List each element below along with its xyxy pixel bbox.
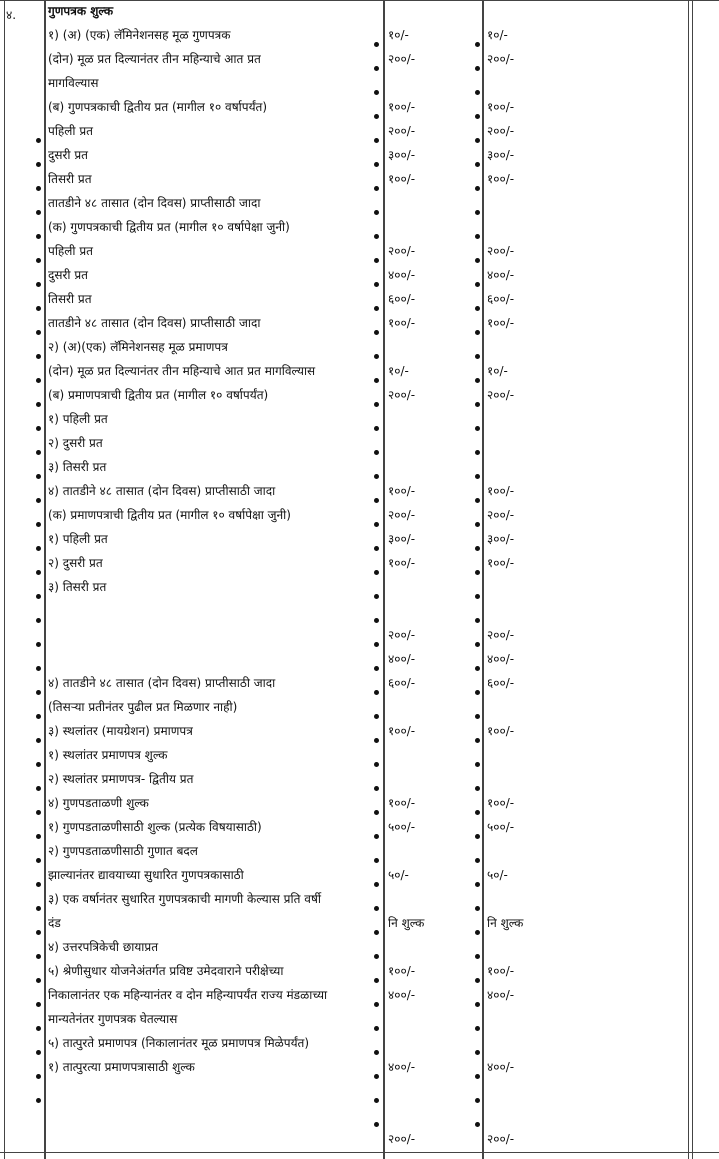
bullet-mark: [36, 1002, 41, 1007]
item-description: तातडीने ४८ तासात (दोन दिवस) प्राप्तीसाठी जादा: [48, 316, 261, 330]
bullet-mark: [36, 186, 41, 191]
item-description: ३) स्थलांतर (मायग्रेशन) प्रमाणपत्र: [48, 724, 193, 738]
bullet-mark: [374, 906, 379, 911]
bullet-mark: [475, 66, 480, 71]
fee-value-col2: ६००/-: [487, 676, 515, 690]
bullet-mark: [475, 114, 480, 119]
bullet-mark: [475, 210, 480, 215]
fee-value-col1: ३००/-: [388, 148, 416, 162]
bullet-mark: [475, 1026, 480, 1031]
item-description: १) पहिली प्रत: [48, 412, 108, 426]
bullet-mark: [475, 714, 480, 719]
bullet-mark: [36, 1026, 41, 1031]
fee-value-col2: १००/-: [487, 100, 515, 114]
item-description: ४) तातडीने ४८ तासात (दोन दिवस) प्राप्तीसाठी जादा: [48, 676, 276, 690]
bullet-mark: [475, 666, 480, 671]
bullet-mark: [374, 618, 379, 623]
bullet-mark: [475, 618, 480, 623]
bullet-mark: [475, 306, 480, 311]
item-description: ५) तात्पुरते प्रमाणपत्र (निकालानंतर मूळ प्रमाणपत्र मिळेपर्यंत): [48, 1036, 310, 1050]
fee-value-col2: ५००/-: [487, 820, 515, 834]
item-description: २) (अ)(एक) लॅमिनेशनसह मूळ प्रमाणपत्र: [48, 340, 228, 354]
item-description: १) पहिली प्रत: [48, 532, 108, 546]
bullet-mark: [36, 930, 41, 935]
item-description: १) (अ) (एक) लॅमिनेशनसह मूळ गुणपत्रक: [48, 28, 231, 42]
item-description: ३) तिसरी प्रत: [48, 580, 107, 594]
item-description: तिसरी प्रत: [48, 292, 92, 306]
fee-value-col2: २००/-: [487, 628, 515, 642]
bullet-mark: [36, 834, 41, 839]
bullet-mark: [374, 162, 379, 167]
bullet-mark: [475, 954, 480, 959]
fee-value-col1: १००/-: [388, 724, 416, 738]
bullet-mark: [374, 138, 379, 143]
bullet-mark: [36, 474, 41, 479]
bullet-mark: [475, 186, 480, 191]
bullet-mark: [36, 1098, 41, 1103]
fee-value-col1: १०/-: [388, 28, 409, 42]
bullet-mark: [475, 810, 480, 815]
item-description: ५) श्रेणीसुधार योजनेअंतर्गत प्रविष्ट उमेदवाराने परीक्षेच्या: [48, 964, 284, 978]
item-description: गुणपत्रक शुल्क: [48, 4, 114, 18]
fee-value-col2: १०/-: [487, 364, 508, 378]
bullet-mark: [36, 210, 41, 215]
fee-value-col1: ४००/-: [388, 1060, 416, 1074]
bullet-mark: [475, 594, 480, 599]
item-description: १) स्थलांतर प्रमाणपत्र शुल्क: [48, 748, 168, 762]
bullet-mark: [374, 882, 379, 887]
bullet-mark: [36, 450, 41, 455]
bullet-mark: [475, 258, 480, 263]
bullet-mark: [36, 594, 41, 599]
bullet-mark: [36, 762, 41, 767]
bullet-mark: [475, 426, 480, 431]
fee-value-col1: ४००/-: [388, 652, 416, 666]
item-description: २) स्थलांतर प्रमाणपत्र- द्वितीय प्रत: [48, 772, 194, 786]
bullet-mark: [36, 666, 41, 671]
fee-value-col2: ५०/-: [487, 868, 508, 882]
fee-value-col1: १०/-: [388, 364, 409, 378]
bullet-mark: [374, 522, 379, 527]
bullet-mark: [374, 642, 379, 647]
bullet-mark: [475, 234, 480, 239]
bullet-mark: [374, 66, 379, 71]
bullet-mark: [36, 570, 41, 575]
bullet-mark: [374, 690, 379, 695]
bullet-mark: [374, 282, 379, 287]
bullet-mark: [475, 1050, 480, 1055]
fee-value-col2: २००/-: [487, 244, 515, 258]
bullet-mark: [374, 354, 379, 359]
fee-value-col1: २००/-: [388, 1132, 416, 1146]
bullet-mark: [475, 786, 480, 791]
bullet-mark: [36, 330, 41, 335]
item-description: निकालानंतर एक महिन्यानंतर व दोन महिन्यापर्यंत राज्य मंडळाच्या: [48, 988, 328, 1002]
bullet-mark: [374, 546, 379, 551]
fee-value-col2: २००/-: [487, 124, 515, 138]
bullet-mark: [475, 738, 480, 743]
fee-value-col1: ६००/-: [388, 292, 416, 306]
bullet-mark: [475, 978, 480, 983]
bullet-mark: [374, 954, 379, 959]
fee-value-col1: ३००/-: [388, 532, 416, 546]
bullet-mark: [374, 594, 379, 599]
column-border-left: [4, 0, 5, 1159]
fee-value-col1: ४००/-: [388, 268, 416, 282]
bullet-mark: [374, 498, 379, 503]
bullet-mark: [475, 1002, 480, 1007]
bullet-mark: [36, 426, 41, 431]
bullet-mark: [374, 258, 379, 263]
item-description: मागविल्यास: [48, 76, 99, 90]
bullet-mark: [475, 1098, 480, 1103]
fee-value-col1: ६००/-: [388, 676, 416, 690]
fee-value-col2: १००/-: [487, 172, 515, 186]
item-description: मान्यतेनंतर गुणपत्रक घेतल्यास: [48, 1012, 178, 1026]
item-description: ४) गुणपडताळणी शुल्क: [48, 796, 149, 810]
bullet-mark: [374, 978, 379, 983]
fee-value-col2: ४००/-: [487, 988, 515, 1002]
fee-value-col1: ४००/-: [388, 988, 416, 1002]
item-description: पहिली प्रत: [48, 124, 94, 138]
item-description: (क) गुणपत्रकाची द्वितीय प्रत (मागील १० वर्षापेक्षा जुनी): [48, 220, 290, 234]
item-description: १) गुणपडताळणीसाठी शुल्क (प्रत्येक विषयासाठी): [48, 820, 262, 834]
fee-value-col2: ३००/-: [487, 532, 515, 546]
item-description: (ब) प्रमाणपत्राची द्वितीय प्रत (मागील १० वर्षापर्यंत): [48, 388, 269, 402]
column-border-fee2: [688, 0, 689, 1159]
bullet-mark: [475, 138, 480, 143]
fee-value-col2: १००/-: [487, 316, 515, 330]
bullet-mark: [36, 306, 41, 311]
bullet-mark: [36, 1074, 41, 1079]
bullet-mark: [36, 498, 41, 503]
item-description: ३) एक वर्षानंतर सुधारित गुणपत्रकाची मागणी केल्यास प्रति वर्षी: [48, 892, 321, 906]
fee-value-col1: २००/-: [388, 388, 416, 402]
bullet-mark: [36, 162, 41, 167]
bullet-mark: [36, 954, 41, 959]
bullet-mark: [374, 1050, 379, 1055]
fee-value-col1: ५०/-: [388, 868, 409, 882]
bullet-mark: [475, 1074, 480, 1079]
item-description: २) दुसरी प्रत: [48, 556, 103, 570]
bullet-mark: [374, 810, 379, 815]
column-border-fee1: [482, 0, 484, 1159]
bullet-mark: [374, 474, 379, 479]
fee-value-col2: ४००/-: [487, 1060, 515, 1074]
column-border-right: [692, 0, 693, 1159]
bullet-mark: [374, 762, 379, 767]
bullet-mark: [374, 186, 379, 191]
bullet-mark: [36, 858, 41, 863]
fee-value-col2: ४००/-: [487, 268, 515, 282]
bullet-mark: [475, 282, 480, 287]
item-description: २) दुसरी प्रत: [48, 436, 103, 450]
bullet-mark: [374, 834, 379, 839]
bullet-mark: [475, 474, 480, 479]
fee-value-col1: १००/-: [388, 484, 416, 498]
bullet-mark: [374, 234, 379, 239]
bullet-mark: [374, 738, 379, 743]
item-description: दुसरी प्रत: [48, 148, 88, 162]
bullet-mark: [475, 570, 480, 575]
fee-value-col1: १००/-: [388, 172, 416, 186]
item-description: ४) उत्तरपत्रिकेची छायाप्रत: [48, 940, 159, 954]
bullet-mark: [374, 666, 379, 671]
item-description: (तिसऱ्या प्रतीनंतर पुढील प्रत मिळणार नाही): [48, 700, 238, 714]
fee-value-col2: २००/-: [487, 52, 515, 66]
bullet-mark: [475, 90, 480, 95]
fee-value-col1: ५००/-: [388, 820, 416, 834]
item-description: ४) तातडीने ४८ तासात (दोन दिवस) प्राप्तीसाठी जादा: [48, 484, 276, 498]
fee-value-col1: २००/-: [388, 628, 416, 642]
fee-value-col2: ६००/-: [487, 292, 515, 306]
bullet-mark: [36, 402, 41, 407]
bullet-mark: [36, 906, 41, 911]
bullet-mark: [374, 306, 379, 311]
bullet-mark: [36, 786, 41, 791]
bullet-mark: [374, 786, 379, 791]
bullet-mark: [36, 546, 41, 551]
bullet-mark: [475, 642, 480, 647]
fee-value-col2: १००/-: [487, 796, 515, 810]
bullet-mark: [374, 450, 379, 455]
item-description: तातडीने ४८ तासात (दोन दिवस) प्राप्तीसाठी जादा: [48, 196, 261, 210]
bullet-mark: [374, 858, 379, 863]
bullet-mark: [475, 42, 480, 47]
bullet-mark: [374, 330, 379, 335]
item-description: ३) तिसरी प्रत: [48, 460, 107, 474]
item-description: (क) प्रमाणपत्राची द्वितीय प्रत (मागील १० वर्षापेक्षा जुनी): [48, 508, 291, 522]
bullet-mark: [475, 906, 480, 911]
bullet-mark: [475, 546, 480, 551]
bullet-mark: [374, 930, 379, 935]
fee-value-col1: १००/-: [388, 100, 416, 114]
bullet-mark: [475, 498, 480, 503]
bullet-mark: [36, 690, 41, 695]
bullet-mark: [475, 762, 480, 767]
item-description: २) गुणपडताळणीसाठी गुणात बदल: [48, 844, 198, 858]
bullet-mark: [36, 810, 41, 815]
fee-value-col2: १००/-: [487, 556, 515, 570]
item-description: दंड: [48, 916, 61, 930]
bullet-mark: [36, 714, 41, 719]
bullet-mark: [475, 330, 480, 335]
bullet-mark: [475, 354, 480, 359]
fee-value-col1: १००/-: [388, 964, 416, 978]
bullet-mark: [374, 1002, 379, 1007]
fee-value-col2: १००/-: [487, 964, 515, 978]
item-description: झाल्यानंतर द्यावयाच्या सुधारित गुणपत्रकासाठी: [48, 868, 244, 882]
bullet-mark: [374, 570, 379, 575]
bullet-mark: [475, 378, 480, 383]
bullet-mark: [374, 714, 379, 719]
bullet-mark: [475, 858, 480, 863]
bullet-mark: [374, 1122, 379, 1127]
bullet-mark: [36, 138, 41, 143]
fee-value-col1: २००/-: [388, 508, 416, 522]
item-description: १) तात्पुरत्या प्रमाणपत्रासाठी शुल्क: [48, 1060, 195, 1074]
bullet-mark: [475, 1122, 480, 1127]
fee-value-col1: १००/-: [388, 316, 416, 330]
fee-value-col1: १००/-: [388, 796, 416, 810]
fee-value-col1: नि शुल्क: [388, 916, 425, 930]
fee-value-col2: ४००/-: [487, 652, 515, 666]
fee-value-col2: १००/-: [487, 724, 515, 738]
bullet-mark: [374, 90, 379, 95]
bullet-mark: [36, 258, 41, 263]
fee-value-col2: १०/-: [487, 28, 508, 42]
item-description: (ब) गुणपत्रकाची द्वितीय प्रत (मागील १० वर्षापर्यंत): [48, 100, 268, 114]
fee-value-col2: नि शुल्क: [487, 916, 524, 930]
item-description: तिसरी प्रत: [48, 172, 92, 186]
table-top-border: [0, 0, 719, 1]
item-description: (दोन) मूळ प्रत दिल्यानंतर तीन महिन्याचे आत प्रत: [48, 52, 261, 66]
section-number: ४.: [6, 8, 17, 22]
bullet-mark: [475, 882, 480, 887]
fee-value-col2: ३००/-: [487, 148, 515, 162]
item-description: पहिली प्रत: [48, 244, 94, 258]
fee-value-col2: २००/-: [487, 508, 515, 522]
bullet-mark: [475, 834, 480, 839]
item-description: (दोन) मूळ प्रत दिल्यानंतर तीन महिन्याचे आत प्रत मागविल्यास: [48, 364, 316, 378]
bullet-mark: [36, 378, 41, 383]
bullet-mark: [36, 1050, 41, 1055]
bullet-mark: [36, 234, 41, 239]
bullet-mark: [374, 1074, 379, 1079]
bullet-mark: [36, 882, 41, 887]
bullet-mark: [475, 402, 480, 407]
bullet-mark: [475, 690, 480, 695]
bullet-mark: [374, 42, 379, 47]
bullet-mark: [36, 354, 41, 359]
fee-value-col1: १००/-: [388, 556, 416, 570]
bullet-mark: [36, 522, 41, 527]
bullet-mark: [374, 402, 379, 407]
column-border-description: [383, 0, 385, 1159]
bullet-mark: [374, 378, 379, 383]
bullet-mark: [475, 930, 480, 935]
bullet-mark: [374, 426, 379, 431]
bullet-mark: [36, 642, 41, 647]
fee-value-col1: २००/-: [388, 52, 416, 66]
fee-value-col2: २००/-: [487, 1132, 515, 1146]
fee-value-col2: २००/-: [487, 388, 515, 402]
bullet-mark: [374, 114, 379, 119]
fee-value-col2: १००/-: [487, 484, 515, 498]
bullet-mark: [475, 522, 480, 527]
bullet-mark: [475, 162, 480, 167]
item-description: दुसरी प्रत: [48, 268, 88, 282]
fee-value-col1: २००/-: [388, 124, 416, 138]
bullet-mark: [36, 282, 41, 287]
bullet-mark: [36, 978, 41, 983]
fee-value-col1: २००/-: [388, 244, 416, 258]
bullet-mark: [374, 1098, 379, 1103]
column-border-number: [44, 0, 46, 1159]
bullet-mark: [475, 450, 480, 455]
bullet-mark: [36, 738, 41, 743]
bullet-mark: [374, 1026, 379, 1031]
bullet-mark: [374, 210, 379, 215]
bullet-mark: [36, 618, 41, 623]
table-bottom-border: [0, 1152, 719, 1153]
